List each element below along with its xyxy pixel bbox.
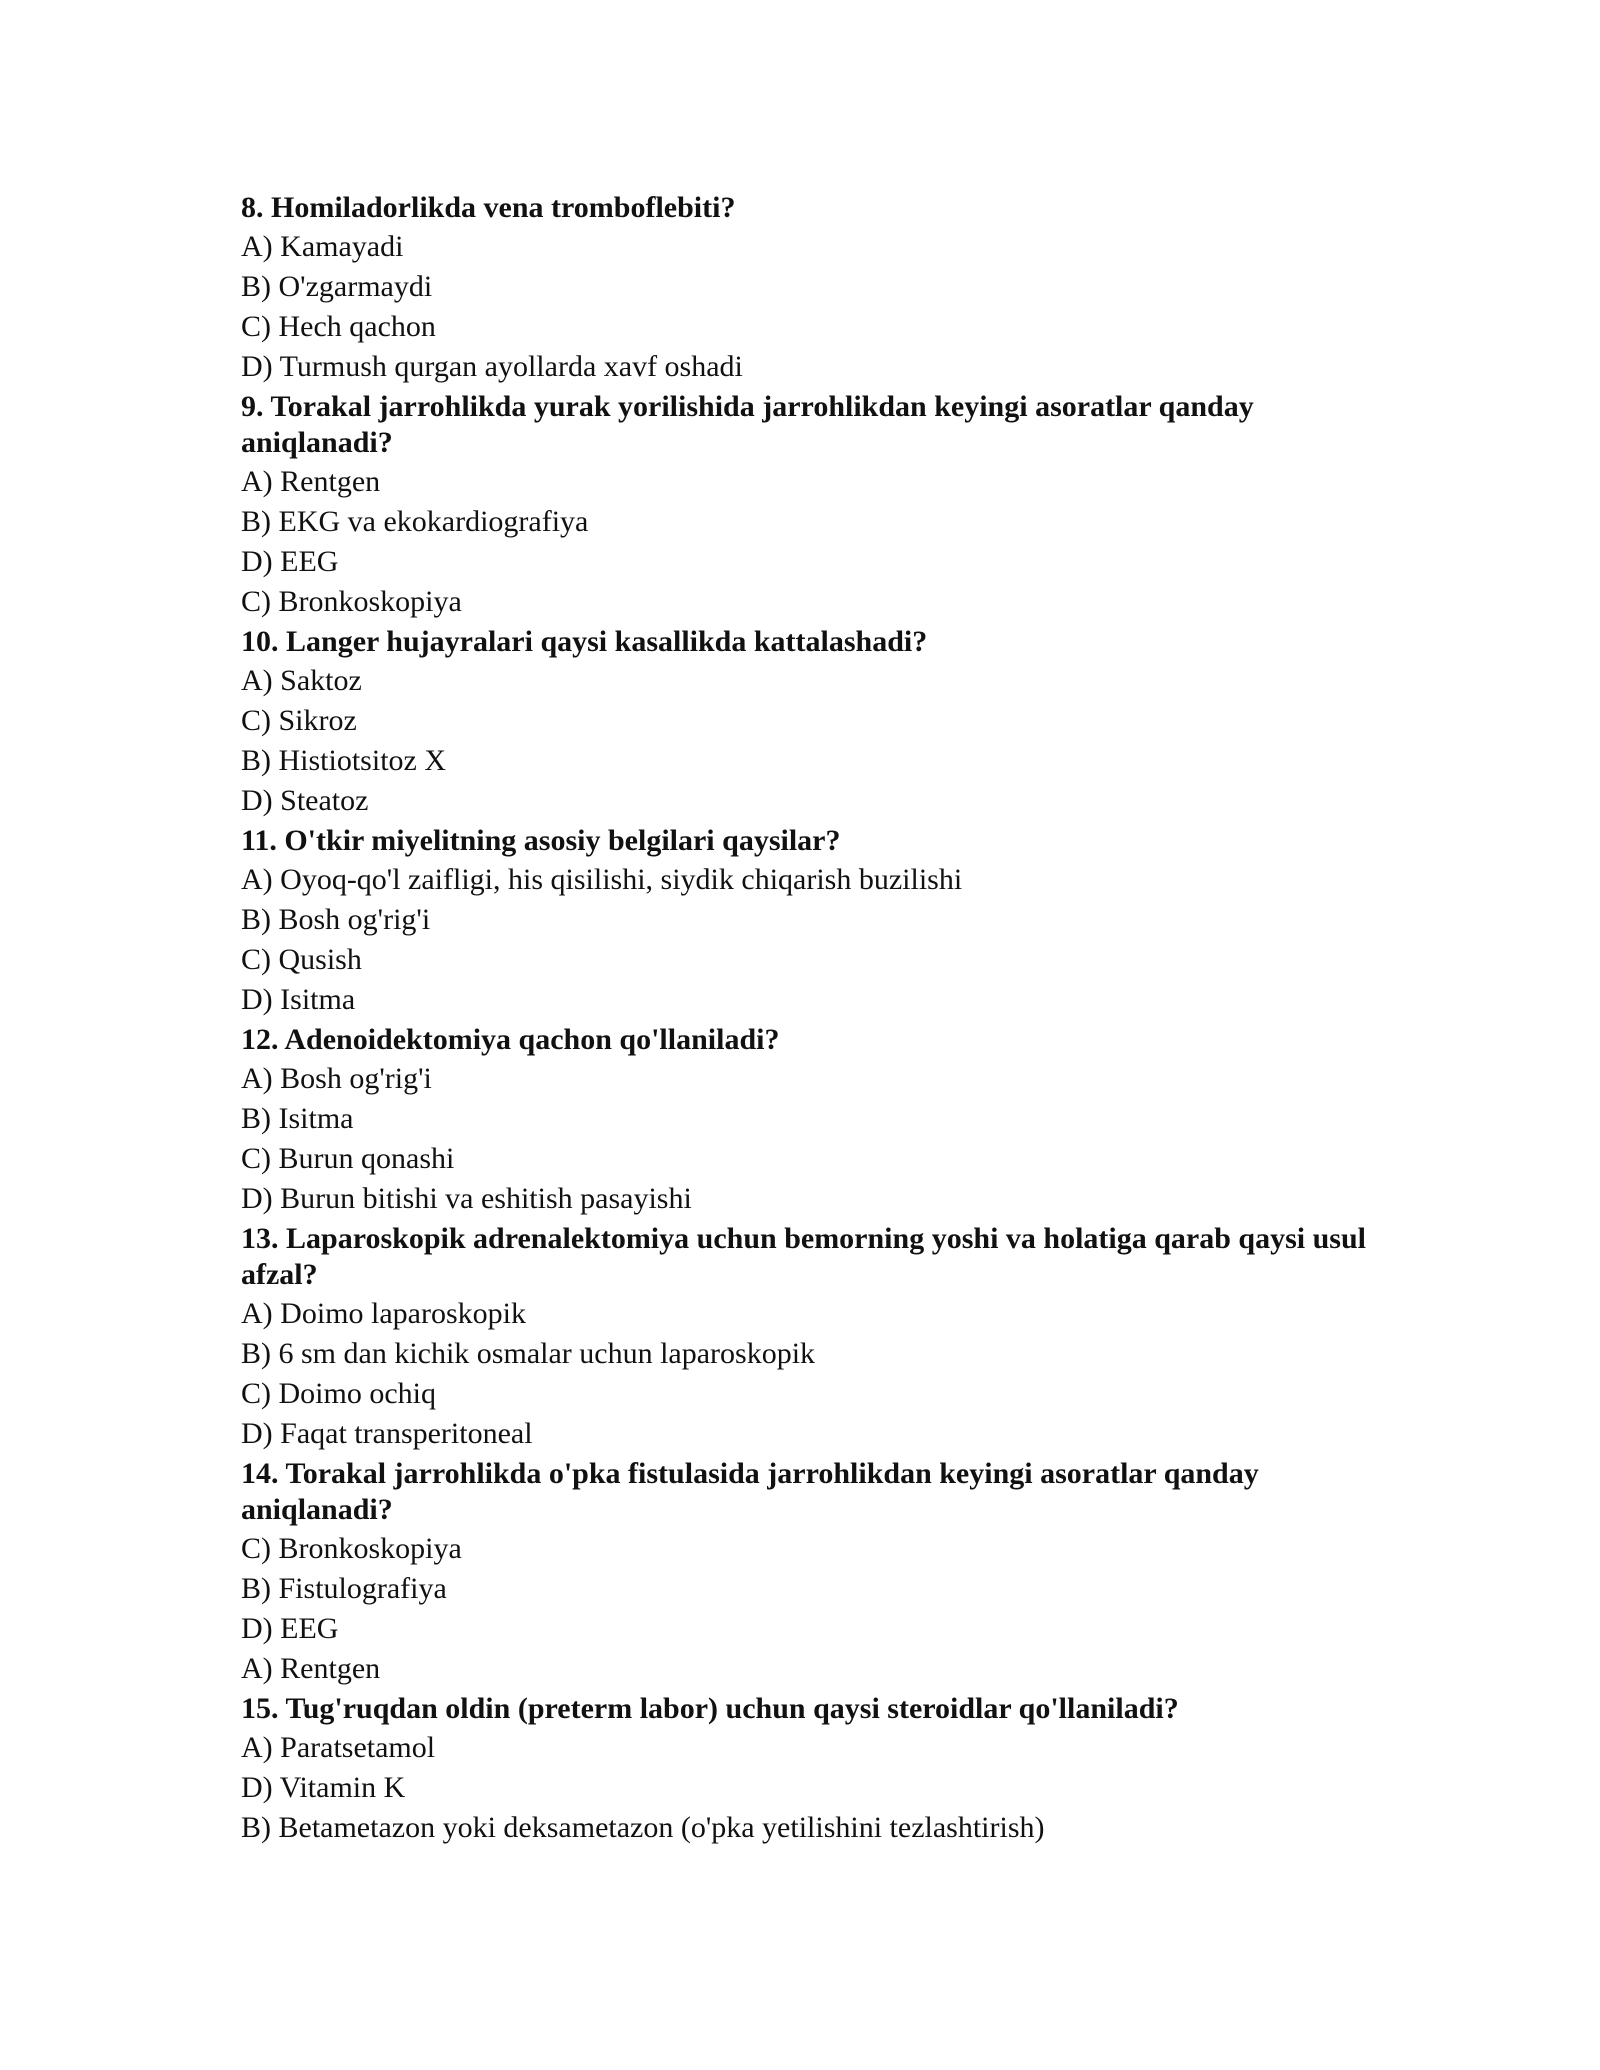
answer-option: D) Burun bitishi va eshitish pasayishi — [241, 1182, 692, 1215]
answer-option: D) Faqat transperitoneal — [241, 1417, 533, 1450]
answer-option: B) Bosh og'rig'i — [241, 903, 431, 936]
question-title: 10. Langer hujayralari qaysi kasallikda kattalashadi? — [241, 625, 928, 658]
answer-option: C) Burun qonashi — [241, 1142, 455, 1175]
question-title: 13. Laparoskopik adrenalektomiya uchun bemorning yoshi va holatiga qarab qaysi usul afzal? — [241, 1222, 1366, 1291]
question-block-15 — [241, 1689, 1391, 1848]
answer-option: C) Sikroz — [241, 704, 357, 737]
document-page — [241, 188, 1391, 1848]
answer-option: A) Rentgen — [241, 465, 381, 498]
answer-option: C) Bronkoskopiya — [241, 585, 462, 618]
question-block-12 — [241, 1020, 1391, 1219]
question-title: 12. Adenoidektomiya qachon qo'llaniladi? — [241, 1023, 780, 1056]
question-title: 11. O'tkir miyelitning asosiy belgilari qaysilar? — [241, 824, 841, 857]
answer-option: D) Turmush qurgan ayollarda xavf oshadi — [241, 350, 743, 383]
question-block-14 — [241, 1454, 1391, 1689]
question-block-13 — [241, 1219, 1391, 1454]
answer-option: D) Steatoz — [241, 784, 369, 817]
answer-option: A) Doimo laparoskopik — [241, 1297, 526, 1330]
answer-option: B) Isitma — [241, 1102, 354, 1135]
answer-option: B) 6 sm dan kichik osmalar uchun laparoskopik — [241, 1337, 816, 1370]
answer-option: B) O'zgarmaydi — [241, 270, 433, 303]
answer-option: A) Rentgen — [241, 1652, 381, 1685]
question-block-11 — [241, 821, 1391, 1020]
answer-option: B) Histiotsitoz X — [241, 744, 447, 777]
answer-option: A) Oyoq-qo'l zaifligi, his qisilishi, siydik chiqarish buzilishi — [241, 863, 963, 896]
question-title: 15. Tug'ruqdan oldin (preterm labor) uchun qaysi steroidlar qo'llaniladi? — [241, 1692, 1179, 1725]
question-block-8 — [241, 188, 1391, 387]
answer-option: A) Saktoz — [241, 664, 362, 697]
question-title: 8. Homiladorlikda vena tromboflebiti? — [241, 191, 736, 224]
answer-option: B) EKG va ekokardiografiya — [241, 505, 589, 538]
answer-option: B) Fistulografiya — [241, 1572, 447, 1605]
answer-option: D) Isitma — [241, 983, 356, 1016]
answer-option: A) Paratsetamol — [241, 1731, 436, 1764]
answer-option: D) EEG — [241, 1612, 339, 1645]
answer-option: C) Bronkoskopiya — [241, 1532, 462, 1565]
answer-option: A) Kamayadi — [241, 230, 404, 263]
answer-option: D) Vitamin K — [241, 1771, 406, 1804]
answer-option: C) Hech qachon — [241, 310, 436, 343]
answer-option: A) Bosh og'rig'i — [241, 1062, 432, 1095]
answer-option: D) EEG — [241, 545, 339, 578]
question-title: 9. Torakal jarrohlikda yurak yorilishida jarrohlikdan keyingi asoratlar qanday aniqlanadi? — [241, 390, 1254, 459]
question-block-10 — [241, 622, 1391, 821]
answer-option: C) Qusish — [241, 943, 362, 976]
answer-option: B) Betametazon yoki deksametazon (o'pka yetilishini tezlashtirish) — [241, 1811, 1045, 1844]
answer-option: C) Doimo ochiq — [241, 1377, 436, 1410]
question-title: 14. Torakal jarrohlikda o'pka fistulasida jarrohlikdan keyingi asoratlar qanday aniqlanadi? — [241, 1457, 1259, 1526]
question-block-9 — [241, 387, 1391, 622]
